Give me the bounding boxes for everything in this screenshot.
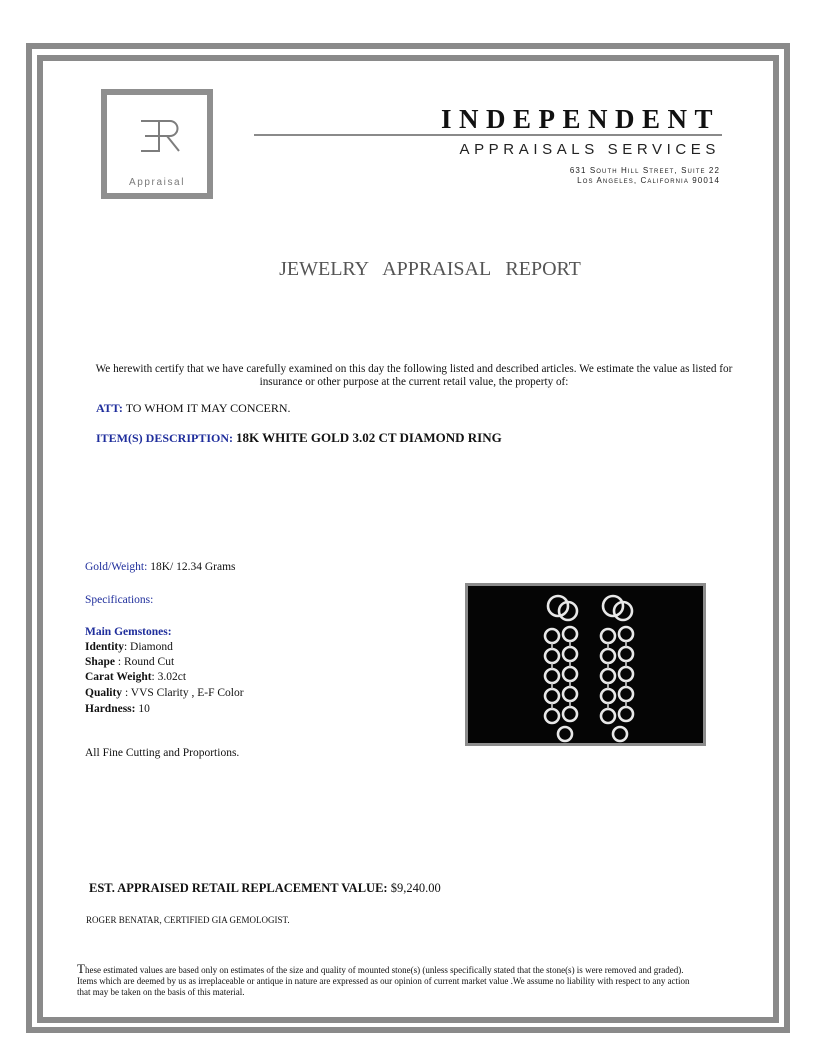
carat-value: : 3.02ct <box>151 671 187 683</box>
shape-label: Shape <box>85 656 116 668</box>
item-description <box>96 430 502 446</box>
quality-value: : VVS Clarity , E-F Color <box>122 687 244 699</box>
gold-weight-label: Gold/Weight: <box>85 561 148 573</box>
disclaimer: These estimated values are based only on estimates of the size and quality of mounted stone(s) (unless specifically stated that the stone(s) is were removed and graded). Items which are deemed by us as irreplaceable or antique in nature are expressed as our opinion of current market value .We assume no liability with respect to any action that may be taken on the basis of this material. <box>77 961 690 997</box>
attention-line <box>96 401 290 416</box>
hardness-value: 10 <box>135 703 150 715</box>
estimated-value-label: EST. APPRAISED RETAIL REPLACEMENT VALUE: <box>89 881 388 895</box>
carat-label: Carat Weight <box>85 671 152 683</box>
certification-statement: We herewith certify that we have carefully examined on this day the following listed and described articles. We estimate the value as listed for insurance or other purpose at the current retail value, the property of: <box>95 363 733 388</box>
company-address-line1: 631 South Hill Street, Suite 22 <box>569 166 720 175</box>
hardness-label: Hardness: <box>85 703 136 715</box>
att-value: TO WHOM IT MAY CONCERN. <box>125 401 291 415</box>
quality-label: Quality <box>85 687 123 699</box>
company-address-line2: Los Angeles, California 90014 <box>577 176 720 185</box>
cutting-note: All Fine Cutting and Proportions. <box>85 747 240 759</box>
er-monogram-icon <box>107 109 207 159</box>
company-name: INDEPENDENT <box>440 104 720 134</box>
logo-wordmark: Appraisal <box>128 177 186 188</box>
gemologist-signature-line: ROGER BENATAR, CERTIFIED GIA GEMOLOGIST. <box>86 915 290 925</box>
shape-line <box>85 656 174 668</box>
carat-line <box>85 671 186 683</box>
identity-value: : Diamond <box>123 641 173 653</box>
quality-line <box>85 687 244 699</box>
gold-weight-value: 18K/ 12.34 Grams <box>150 561 236 573</box>
att-label: ATT: <box>96 401 123 415</box>
identity-line <box>85 641 173 653</box>
item-description-label: ITEM(S) DESCRIPTION: <box>96 431 234 445</box>
item-description-value: 18K WHITE GOLD 3.02 CT DIAMOND RING <box>236 430 502 445</box>
company-logo <box>101 89 213 199</box>
item-photo <box>465 583 706 746</box>
report-title: JEWELRY APPRAISAL REPORT <box>279 258 581 280</box>
specifications-label: Specifications: <box>85 594 154 606</box>
earrings-photo-icon <box>468 586 703 743</box>
hardness-line <box>85 703 150 715</box>
estimated-value-line <box>89 881 441 896</box>
company-subtitle: APPRAISALS SERVICES <box>459 141 720 158</box>
identity-label: Identity <box>85 641 124 653</box>
estimated-value-amount: $9,240.00 <box>387 881 441 895</box>
inner-frame <box>37 55 779 1023</box>
shape-value: : Round Cut <box>115 656 175 668</box>
main-gemstones-label: Main Gemstones: <box>85 626 172 638</box>
gold-weight-line <box>85 561 236 573</box>
